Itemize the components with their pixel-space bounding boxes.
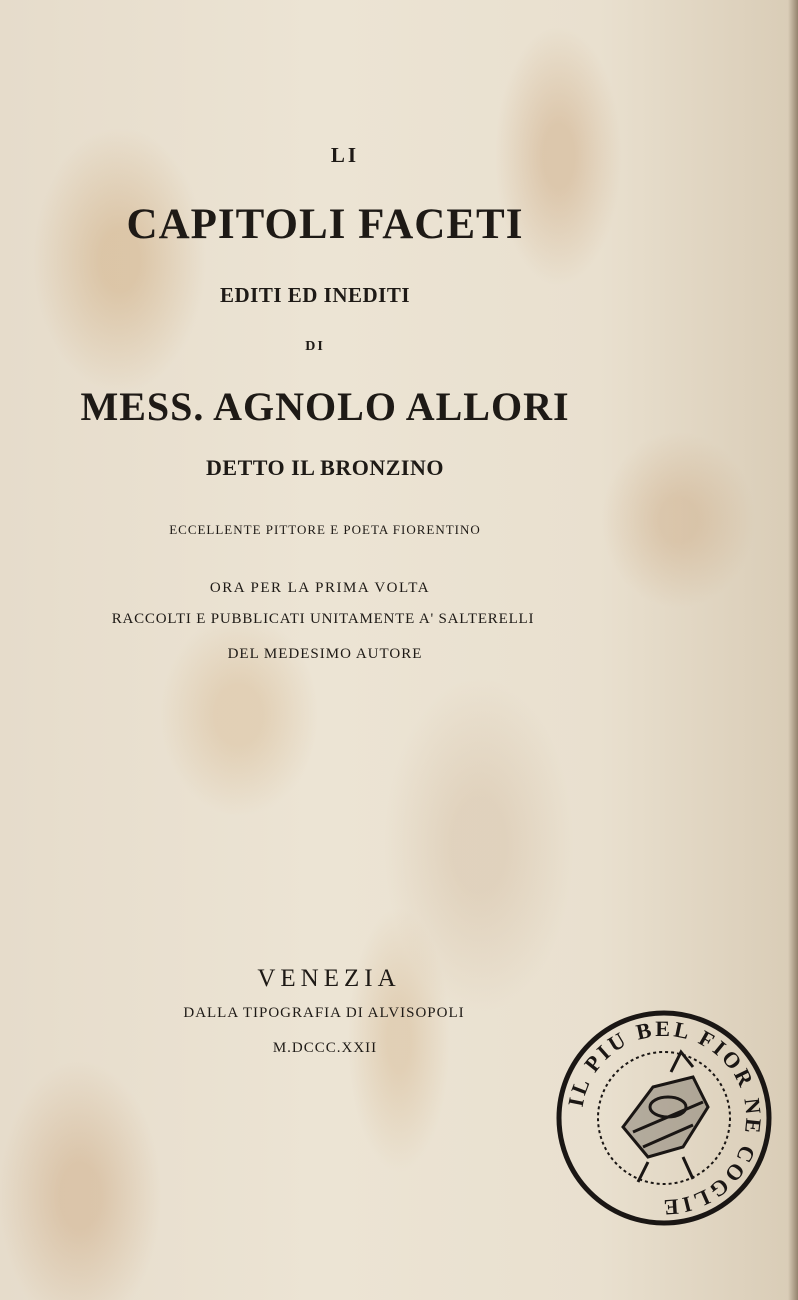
- edition-note-line-1: ORA PER LA PRIMA VOLTA: [209, 580, 431, 596]
- author-description: ECCELLENTE PITTORE E POETA FIORENTINO: [169, 522, 481, 537]
- library-stamp: [553, 1007, 775, 1229]
- stamp-legend: IL PIU BEL FIOR NE COGLIE: [562, 1015, 767, 1221]
- author-name: MESS. AGNOLO ALLORI: [80, 384, 570, 429]
- edition-note-line-3: DEL MEDESIMO AUTORE: [227, 646, 423, 662]
- imprint-year: M.DCCC.XXII: [272, 1040, 378, 1056]
- book-subtitle: EDITI ED INEDITI: [219, 283, 411, 307]
- author-nickname: DETTO IL BRONZINO: [206, 455, 444, 480]
- book-title: CAPITOLI FACETI: [126, 201, 524, 248]
- sifter-emblem-icon: [623, 1052, 708, 1182]
- page-edge-shadow: [788, 0, 798, 1300]
- edition-note-line-2: RACCOLTI E PUBBLICATI UNITAMENTE A' SALTERELLI: [111, 611, 535, 627]
- author-preposition: DI: [305, 339, 325, 354]
- title-article: LI: [330, 143, 360, 167]
- imprint-city: VENEZIA: [257, 965, 401, 992]
- imprint-printer: DALLA TIPOGRAFIA DI ALVISOPOLI: [183, 1005, 465, 1021]
